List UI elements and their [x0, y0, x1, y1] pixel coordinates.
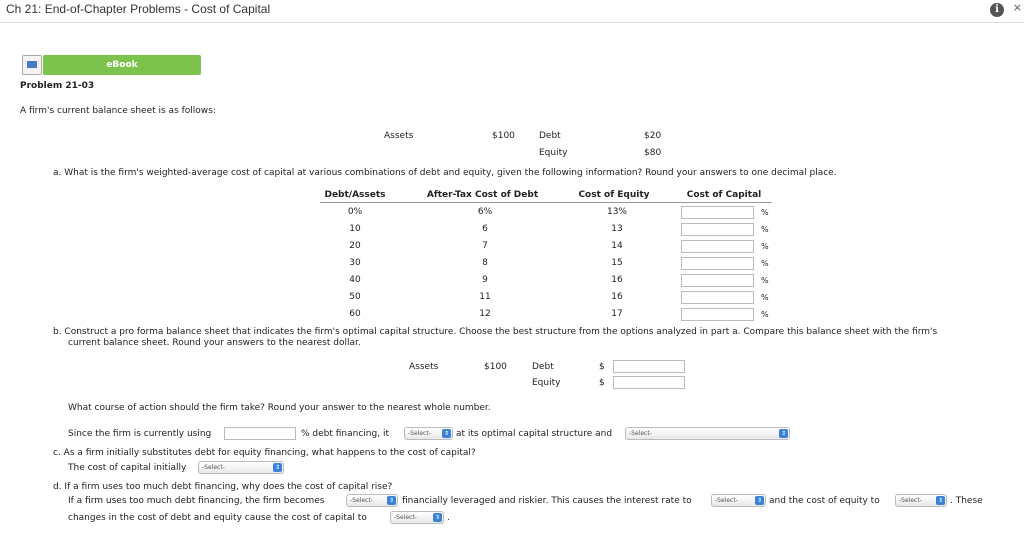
proforma-equity-input[interactable] [613, 376, 685, 389]
dropdown-arrow-icon: ⇕ [756, 497, 763, 504]
select-placeholder: -Select- [408, 430, 431, 437]
cost-capital-change-select[interactable] [390, 511, 444, 524]
table-cell-debt: 11 [479, 292, 491, 302]
cost-of-capital-input[interactable] [681, 291, 754, 304]
balance-debt-label: Debt [539, 131, 561, 141]
table-cell-equity: 16 [611, 292, 623, 302]
course-of-action-question: What course of action should the firm take? Round your answer to the nearest whole number. [68, 403, 491, 413]
table-cell-equity: 16 [611, 275, 623, 285]
col-header-aftertax-debt: After-Tax Cost of Debt [426, 190, 539, 200]
table-cell-debt: 8 [482, 258, 488, 268]
balance-assets-label: Assets [384, 131, 414, 141]
course-action-select[interactable] [625, 427, 790, 440]
balance-assets-value: $100 [492, 131, 515, 141]
dropdown-arrow-icon: ⇕ [434, 514, 441, 521]
problem-intro: A firm's current balance sheet is as follows: [20, 106, 216, 116]
proforma-assets-value: $100 [484, 362, 507, 372]
proforma-assets-label: Assets [409, 362, 439, 372]
table-cell-da: 30 [349, 258, 361, 268]
at-optimal-text: at its optimal capital structure and [456, 429, 613, 439]
part-d-question: d. If a firm uses too much debt financing, why does the cost of capital rise? [53, 482, 393, 492]
table-cell-da: 0% [347, 207, 363, 217]
select-placeholder: -Select- [394, 514, 417, 521]
cost-of-capital-input[interactable] [681, 257, 754, 270]
cost-of-capital-input[interactable] [681, 223, 754, 236]
part-d-line1a: If a firm uses too much debt financing, the firm becomes [68, 496, 325, 506]
part-a-question: a. What is the firm's weighted-average cost of capital at various combinations of debt and equity, given the following information? Round your answers to one decimal place. [53, 168, 837, 178]
table-cell-da: 50 [349, 292, 361, 302]
dollar-sign: $ [599, 378, 605, 388]
part-b-question-line1: b. Construct a pro forma balance sheet that indicates the firm's optimal capital structure. Choose the best structure from the options analyzed in part a. Compare this balance sheet with the firm's [53, 327, 938, 337]
table-cell-da: 10 [349, 224, 361, 234]
problem-title: Problem 21-03 [20, 81, 95, 91]
table-cell-equity: 13% [606, 207, 627, 217]
percent-sign: % [761, 242, 769, 251]
dollar-sign: $ [599, 362, 605, 372]
initially-text: The cost of capital initially [68, 463, 187, 473]
table-cell-equity: 13 [611, 224, 623, 234]
part-b-question-line2: current balance sheet. Round your answers to the nearest dollar. [68, 338, 361, 348]
leverage-select[interactable] [346, 494, 398, 507]
percent-sign: % [761, 293, 769, 302]
table-cell-da: 20 [349, 241, 361, 251]
header-bar [0, 0, 1024, 23]
percent-sign: % [761, 208, 769, 217]
percent-sign: % [761, 225, 769, 234]
table-header-rule [320, 202, 772, 203]
book-icon[interactable] [22, 55, 42, 75]
dropdown-arrow-icon: ⇕ [274, 464, 281, 471]
table-cell-da: 60 [349, 309, 361, 319]
table-cell-debt: 6 [482, 224, 488, 234]
debt-financing-input[interactable] [224, 427, 296, 440]
dropdown-arrow-icon: ⇕ [388, 497, 395, 504]
select-placeholder: -Select- [350, 497, 373, 504]
table-cell-equity: 14 [611, 241, 623, 251]
cost-equity-select[interactable] [895, 494, 947, 507]
interest-rate-select[interactable] [711, 494, 766, 507]
part-c-question: c. As a firm initially substitutes debt for equity financing, what happens to the cost of capital? [53, 448, 476, 458]
part-d-line2b: . [447, 513, 450, 523]
cost-of-capital-input[interactable] [681, 206, 754, 219]
balance-equity-label: Equity [539, 148, 568, 158]
dropdown-arrow-icon: ⇕ [443, 430, 450, 437]
table-cell-debt: 7 [482, 241, 488, 251]
table-cell-equity: 17 [611, 309, 623, 319]
table-cell-da: 40 [349, 275, 361, 285]
proforma-equity-label: Equity [532, 378, 561, 388]
balance-equity-value: $80 [644, 148, 662, 158]
info-icon[interactable]: i [990, 3, 1004, 17]
select-placeholder: -Select- [202, 464, 225, 471]
select-placeholder: -Select- [715, 497, 738, 504]
page-title: Ch 21: End-of-Chapter Problems - Cost of Capital [6, 2, 271, 16]
part-d-line1d: . These [950, 496, 983, 506]
cost-of-capital-input[interactable] [681, 240, 754, 253]
proforma-debt-label: Debt [532, 362, 554, 372]
select-placeholder: -Select- [629, 430, 652, 437]
cost-of-capital-input[interactable] [681, 274, 754, 287]
since-text: Since the firm is currently using [68, 429, 212, 439]
percent-sign: % [761, 259, 769, 268]
part-d-line1b: financially leveraged and riskier. This causes the interest rate to [402, 496, 692, 506]
close-icon[interactable]: × [1012, 1, 1022, 14]
table-cell-debt: 9 [482, 275, 488, 285]
dropdown-arrow-icon: ⇕ [937, 497, 944, 504]
cost-of-capital-input[interactable] [681, 308, 754, 321]
part-d-line2a: changes in the cost of debt and equity cause the cost of capital to [68, 513, 367, 523]
pct-debt-text: % debt financing, it [301, 429, 389, 439]
col-header-cost-capital: Cost of Capital [686, 190, 762, 200]
ebook-button[interactable]: eBook [43, 55, 201, 75]
percent-sign: % [761, 310, 769, 319]
optimal-status-select[interactable] [404, 427, 453, 440]
percent-sign: % [761, 276, 769, 285]
dropdown-arrow-icon: ⇕ [780, 430, 787, 437]
select-placeholder: -Select- [899, 497, 922, 504]
part-d-line1c: and the cost of equity to [769, 496, 880, 506]
cost-capital-initially-select[interactable] [198, 461, 284, 474]
table-cell-equity: 15 [611, 258, 623, 268]
col-header-debt-assets: Debt/Assets [324, 190, 386, 200]
col-header-cost-equity: Cost of Equity [578, 190, 650, 200]
table-cell-debt: 12 [479, 309, 491, 319]
balance-debt-value: $20 [644, 131, 662, 141]
proforma-debt-input[interactable] [613, 360, 685, 373]
table-cell-debt: 6% [477, 207, 493, 217]
